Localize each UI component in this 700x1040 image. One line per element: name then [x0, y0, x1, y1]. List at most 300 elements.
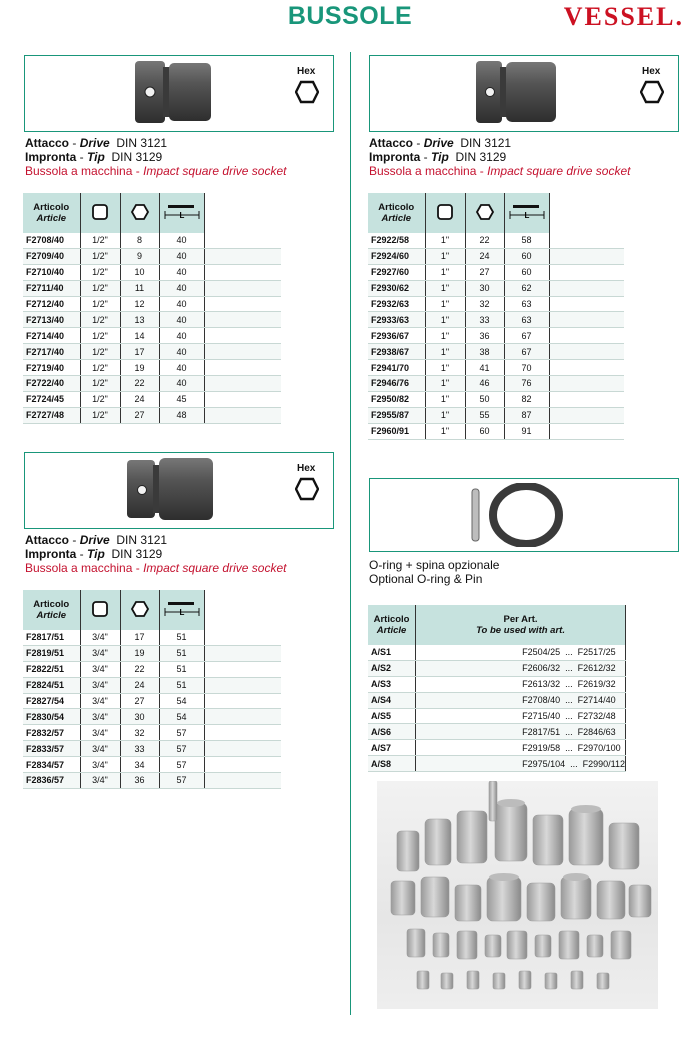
cell-drive: 1" [425, 344, 465, 360]
cell-drive: 1/2" [80, 376, 120, 392]
type-label: Bussola a macchina [369, 164, 477, 178]
cell-tip: 13 [120, 312, 159, 328]
col-article: Articolo Article [23, 590, 80, 630]
cell-article: F2836/57 [23, 773, 80, 789]
cell-drive: 3/4" [80, 709, 120, 725]
tip-label-en: Tip [431, 150, 449, 164]
col-article: Articolo Article [368, 605, 416, 645]
socket-image-box-half [24, 55, 334, 132]
cell-article: F2817/51 [23, 630, 80, 645]
socket-icon [125, 456, 215, 522]
hex-tip-icon [131, 203, 149, 221]
cell-length: 76 [504, 376, 549, 392]
cell-drive: 1/2" [80, 233, 120, 248]
table-row [368, 645, 626, 660]
column-divider [350, 52, 351, 1015]
cell-article: F2822/51 [23, 661, 80, 677]
cell-length: 40 [159, 312, 204, 328]
cell-tip: 17 [120, 344, 159, 360]
cell-spacer [204, 741, 281, 757]
cell-length: 40 [159, 328, 204, 344]
hex-label: Hex [297, 463, 316, 474]
tip-norm: DIN 3129 [111, 547, 163, 561]
type-label-en: Impact square drive socket [143, 164, 287, 178]
table-row [368, 423, 624, 439]
cell-spacer [549, 391, 624, 407]
cell-per-art: F2975/104 ... F2990/112 [416, 756, 626, 772]
socket-icon [474, 59, 558, 125]
cell-article: F2941/70 [368, 360, 425, 376]
cell-drive: 3/4" [80, 773, 120, 789]
cell-tip: 34 [120, 757, 159, 773]
table-row [23, 661, 281, 677]
cell-tip: 12 [120, 296, 159, 312]
cell-spacer [204, 264, 281, 280]
cell-length: 48 [159, 407, 204, 423]
cell-article: F2832/57 [23, 725, 80, 741]
cell-article: F2932/63 [368, 296, 425, 312]
cell-drive: 1/2" [80, 280, 120, 296]
table-row [23, 312, 281, 328]
cell-spacer [204, 661, 281, 677]
table-row [23, 328, 281, 344]
table-row [368, 676, 626, 692]
cell-article: F2722/40 [23, 376, 80, 392]
oring-table [368, 605, 626, 772]
svg-text:L: L [524, 210, 529, 220]
table-row [368, 660, 626, 676]
hex-icon [640, 80, 664, 104]
cell-length: 54 [159, 709, 204, 725]
cell-article: A/S7 [368, 740, 416, 756]
cell-drive: 1/2" [80, 264, 120, 280]
cell-article: F2719/40 [23, 360, 80, 376]
table-row [23, 296, 281, 312]
cell-spacer [204, 376, 281, 392]
oring-caption-en: Optional O-ring & Pin [369, 572, 483, 586]
cell-spacer [549, 264, 624, 280]
product-photo [377, 781, 658, 1009]
cell-article: F2927/60 [368, 264, 425, 280]
col-tip-icon [120, 193, 159, 233]
cell-spacer [204, 344, 281, 360]
cell-length: 40 [159, 280, 204, 296]
cell-spacer [549, 344, 624, 360]
cell-spacer [204, 645, 281, 661]
cell-spacer [549, 280, 624, 296]
cell-tip: 19 [120, 360, 159, 376]
cell-length: 40 [159, 296, 204, 312]
cell-drive: 3/4" [80, 630, 120, 645]
cell-article: F2930/62 [368, 280, 425, 296]
hex-icon [295, 80, 319, 104]
col-drive-icon [425, 193, 465, 233]
col-drive-icon [80, 193, 120, 233]
cell-length: 40 [159, 360, 204, 376]
cell-article: F2924/60 [368, 248, 425, 264]
cell-length: 54 [159, 693, 204, 709]
drive-label-en: Drive [423, 136, 454, 150]
cell-spacer [204, 407, 281, 423]
tip-label-en: Tip [87, 547, 105, 561]
cell-tip: 22 [120, 661, 159, 677]
drive-label: Attacco [25, 533, 70, 547]
table-row [368, 264, 624, 280]
drive-label: Attacco [25, 136, 70, 150]
cell-spacer [549, 423, 624, 439]
cell-article: F2922/58 [368, 233, 425, 248]
type-label-en: Impact square drive socket [487, 164, 631, 178]
description-one: Attacco - Drive DIN 3121 Impronta - Tip DIN 3129 Bussola a macchina - Impact square drive socket [369, 136, 631, 178]
length-icon [162, 203, 202, 221]
cell-article: F2960/91 [368, 423, 425, 439]
cell-spacer [204, 296, 281, 312]
cell-length: 60 [504, 264, 549, 280]
square-drive-icon [436, 203, 454, 221]
hex-label: Hex [642, 66, 661, 77]
drive-norm: DIN 3121 [116, 533, 168, 547]
col-article: Articolo Article [368, 193, 425, 233]
cell-length: 91 [504, 423, 549, 439]
cell-drive: 1/2" [80, 296, 120, 312]
cell-spacer [204, 360, 281, 376]
table-row [23, 741, 281, 757]
cell-article: F2709/40 [23, 248, 80, 264]
table-row [368, 312, 624, 328]
cell-drive: 3/4" [80, 741, 120, 757]
cell-per-art: F2613/32 ... F2619/32 [416, 676, 626, 692]
cell-article: F2710/40 [23, 264, 80, 280]
length-icon [507, 203, 547, 221]
cell-spacer [549, 233, 624, 248]
table-row [368, 344, 624, 360]
table-row [23, 233, 281, 248]
cell-spacer [204, 630, 281, 645]
tip-norm: DIN 3129 [455, 150, 507, 164]
cell-drive: 1" [425, 391, 465, 407]
type-label: Bussola a macchina [25, 164, 133, 178]
cell-drive: 1/2" [80, 312, 120, 328]
cell-tip: 60 [465, 423, 504, 439]
cell-length: 51 [159, 661, 204, 677]
table-row [23, 280, 281, 296]
table-row [368, 740, 626, 756]
cell-tip: 22 [465, 233, 504, 248]
cell-length: 87 [504, 407, 549, 423]
length-icon [162, 600, 202, 618]
table-row [368, 280, 624, 296]
table-row [368, 692, 626, 708]
cell-article: F2713/40 [23, 312, 80, 328]
table-row [23, 407, 281, 423]
cell-per-art: F2817/51 ... F2846/63 [416, 724, 626, 740]
cell-length: 40 [159, 376, 204, 392]
cell-length: 57 [159, 725, 204, 741]
cell-spacer [204, 391, 281, 407]
table-row [23, 709, 281, 725]
table-row [368, 376, 624, 392]
cell-drive: 3/4" [80, 693, 120, 709]
cell-article: A/S1 [368, 645, 416, 660]
cell-per-art: F2715/40 ... F2732/48 [416, 708, 626, 724]
table-row [23, 645, 281, 661]
hex-tip-icon [476, 203, 494, 221]
cell-spacer [549, 376, 624, 392]
type-label-en: Impact square drive socket [143, 561, 287, 575]
cell-article: F2717/40 [23, 344, 80, 360]
col-article: Articolo Article [23, 193, 80, 233]
oring-caption [369, 558, 499, 586]
cell-article: F2708/40 [23, 233, 80, 248]
cell-drive: 1/2" [80, 360, 120, 376]
cell-article: F2819/51 [23, 645, 80, 661]
table-row [368, 360, 624, 376]
cell-length: 51 [159, 645, 204, 661]
cell-article: F2955/87 [368, 407, 425, 423]
cell-article: A/S8 [368, 756, 416, 772]
svg-text:L: L [179, 210, 184, 220]
cell-spacer [204, 312, 281, 328]
tip-label: Impronta [369, 150, 421, 164]
cell-tip: 41 [465, 360, 504, 376]
cell-tip: 46 [465, 376, 504, 392]
table-row [368, 756, 626, 772]
cell-spacer [204, 248, 281, 264]
cell-drive: 3/4" [80, 661, 120, 677]
col-per-art: Per Art. To be used with art. [416, 605, 626, 645]
page-title: BUSSOLE [287, 2, 413, 30]
socket-icon [133, 59, 213, 125]
cell-article: A/S5 [368, 708, 416, 724]
cell-drive: 1/2" [80, 391, 120, 407]
cell-length: 45 [159, 391, 204, 407]
cell-drive: 3/4" [80, 757, 120, 773]
table-row [368, 296, 624, 312]
cell-spacer [204, 280, 281, 296]
table-row [23, 344, 281, 360]
cell-length: 62 [504, 280, 549, 296]
cell-drive: 1" [425, 233, 465, 248]
cell-length: 51 [159, 630, 204, 645]
tip-label-en: Tip [87, 150, 105, 164]
cell-length: 67 [504, 344, 549, 360]
cell-tip: 11 [120, 280, 159, 296]
cell-drive: 1" [425, 312, 465, 328]
cell-tip: 17 [120, 630, 159, 645]
cell-drive: 1" [425, 407, 465, 423]
cell-tip: 36 [120, 773, 159, 789]
cell-article: F2830/54 [23, 709, 80, 725]
cell-spacer [204, 757, 281, 773]
cell-per-art: F2606/32 ... F2612/32 [416, 660, 626, 676]
table-row [23, 264, 281, 280]
cell-tip: 19 [120, 645, 159, 661]
cell-drive: 1" [425, 328, 465, 344]
cell-length: 67 [504, 328, 549, 344]
cell-spacer [204, 677, 281, 693]
square-drive-icon [91, 600, 109, 618]
cell-article: F2714/40 [23, 328, 80, 344]
cell-length: 70 [504, 360, 549, 376]
cell-article: A/S4 [368, 692, 416, 708]
cell-drive: 1" [425, 248, 465, 264]
col-tip-icon [465, 193, 504, 233]
cell-length: 57 [159, 773, 204, 789]
col-drive-icon [80, 590, 120, 630]
table-row [368, 328, 624, 344]
cell-tip: 27 [120, 407, 159, 423]
cell-length: 57 [159, 741, 204, 757]
drive-norm: DIN 3121 [116, 136, 168, 150]
table-row [368, 407, 624, 423]
col-tip-icon [120, 590, 159, 630]
cell-drive: 1/2" [80, 344, 120, 360]
article-table-half-inch [23, 193, 281, 424]
cell-tip: 27 [120, 693, 159, 709]
cell-drive: 1" [425, 360, 465, 376]
cell-drive: 3/4" [80, 725, 120, 741]
cell-article: F2724/45 [23, 391, 80, 407]
cell-length: 40 [159, 264, 204, 280]
cell-drive: 1/2" [80, 248, 120, 264]
socket-image-box-threequarter [24, 452, 334, 529]
cell-tip: 32 [465, 296, 504, 312]
cell-tip: 24 [465, 248, 504, 264]
cell-length: 40 [159, 344, 204, 360]
col-length-icon [159, 590, 204, 630]
drive-label: Attacco [369, 136, 414, 150]
description-half: Attacco - Drive DIN 3121 Impronta - Tip DIN 3129 Bussola a macchina - Impact square drive socket [25, 136, 287, 178]
brand-logo: VESSEL. [563, 2, 684, 31]
table-row [23, 391, 281, 407]
cell-tip: 10 [120, 264, 159, 280]
cell-spacer [204, 773, 281, 789]
tip-norm: DIN 3129 [111, 150, 163, 164]
table-row [23, 677, 281, 693]
cell-per-art: F2708/40 ... F2714/40 [416, 692, 626, 708]
tip-label: Impronta [25, 150, 77, 164]
table-row [368, 708, 626, 724]
cell-tip: 30 [120, 709, 159, 725]
square-drive-icon [91, 203, 109, 221]
cell-article: A/S6 [368, 724, 416, 740]
cell-length: 40 [159, 248, 204, 264]
cell-spacer [549, 407, 624, 423]
cell-spacer [549, 360, 624, 376]
cell-per-art: F2504/25 ... F2517/25 [416, 645, 626, 660]
cell-spacer [204, 709, 281, 725]
cell-tip: 8 [120, 233, 159, 248]
cell-article: F2727/48 [23, 407, 80, 423]
cell-spacer [549, 328, 624, 344]
cell-length: 58 [504, 233, 549, 248]
cell-length: 82 [504, 391, 549, 407]
table-row [368, 248, 624, 264]
cell-tip: 14 [120, 328, 159, 344]
cell-article: F2950/82 [368, 391, 425, 407]
table-row [23, 360, 281, 376]
socket-image-box-one [369, 55, 679, 132]
cell-drive: 1/2" [80, 328, 120, 344]
description-threequarter: Attacco - Drive DIN 3121 Impronta - Tip DIN 3129 Bussola a macchina - Impact square drive socket [25, 533, 287, 575]
hex-icon [295, 477, 319, 501]
col-length-icon [504, 193, 549, 233]
cell-spacer [204, 725, 281, 741]
cell-drive: 3/4" [80, 677, 120, 693]
cell-article: F2936/67 [368, 328, 425, 344]
cell-spacer [549, 312, 624, 328]
table-row [23, 630, 281, 645]
cell-length: 57 [159, 757, 204, 773]
cell-article: F2938/67 [368, 344, 425, 360]
tip-label: Impronta [25, 547, 77, 561]
cell-length: 40 [159, 233, 204, 248]
table-row [368, 391, 624, 407]
table-row [368, 724, 626, 740]
cell-spacer [204, 233, 281, 248]
cell-drive: 1" [425, 264, 465, 280]
cell-tip: 33 [120, 741, 159, 757]
cell-article: F2711/40 [23, 280, 80, 296]
cell-article: F2933/63 [368, 312, 425, 328]
cell-length: 60 [504, 248, 549, 264]
cell-article: A/S3 [368, 676, 416, 692]
sockets-assortment-image [377, 781, 658, 1009]
cell-tip: 55 [465, 407, 504, 423]
cell-article: F2824/51 [23, 677, 80, 693]
cell-article: A/S2 [368, 660, 416, 676]
cell-length: 63 [504, 296, 549, 312]
cell-tip: 36 [465, 328, 504, 344]
cell-length: 51 [159, 677, 204, 693]
cell-tip: 9 [120, 248, 159, 264]
cell-drive: 1" [425, 296, 465, 312]
cell-spacer [549, 248, 624, 264]
col-length-icon [159, 193, 204, 233]
table-row [23, 693, 281, 709]
type-label: Bussola a macchina [25, 561, 133, 575]
cell-tip: 24 [120, 677, 159, 693]
cell-drive: 3/4" [80, 645, 120, 661]
cell-spacer [204, 693, 281, 709]
oring-image-box [369, 478, 679, 552]
cell-length: 63 [504, 312, 549, 328]
drive-label-en: Drive [79, 533, 110, 547]
hex-tip-icon [131, 600, 149, 618]
cell-spacer [549, 296, 624, 312]
table-row [368, 233, 624, 248]
cell-article: F2834/57 [23, 757, 80, 773]
cell-tip: 24 [120, 391, 159, 407]
table-row [23, 725, 281, 741]
table-row [23, 248, 281, 264]
cell-drive: 1" [425, 423, 465, 439]
cell-tip: 30 [465, 280, 504, 296]
drive-norm: DIN 3121 [460, 136, 512, 150]
cell-article: F2712/40 [23, 296, 80, 312]
cell-tip: 32 [120, 725, 159, 741]
cell-drive: 1" [425, 280, 465, 296]
cell-article: F2946/76 [368, 376, 425, 392]
oring-caption-it: O-ring + spina opzionale [369, 558, 500, 572]
table-row [23, 773, 281, 789]
oring-pin-icon [466, 483, 576, 547]
cell-tip: 33 [465, 312, 504, 328]
hex-label: Hex [297, 66, 316, 77]
cell-tip: 27 [465, 264, 504, 280]
cell-tip: 38 [465, 344, 504, 360]
cell-drive: 1/2" [80, 407, 120, 423]
